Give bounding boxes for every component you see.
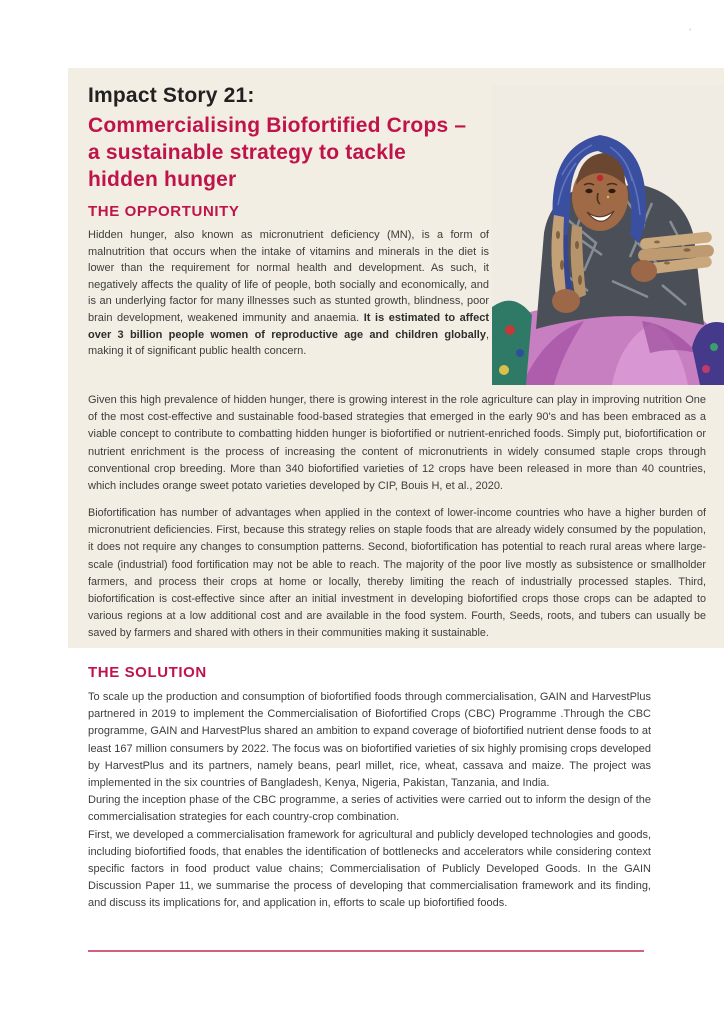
page-title-line-1: Commercialising Biofortified Crops –	[88, 114, 467, 137]
advantages-paragraph: Biofortification has number of advantages when applied in the context of lower-income countries who have a higher burden of micronutrient deficiencies. First, because this strategy relies on staple foods that are already widely consumed by the population, it does not require any changes to consumption patterns. Second, biofortification has potential to reach rural areas where large-scale (industrial) food fortification may not be able to reach. The majority of the poor live mostly as subsistence or smallholder farmers, and process their crops at home or locally, thereby limiting the reach of industrially processed staples. Third, biofortification is cost-effective since after an initial investment in developing biofortified crops those crops can be adapted to various regions at a low additional cost and are available in the food system. Fourth, Seeds, roots, and tubers can usually be saved by farmers and shared with others in their communities making it sustainable.	[88, 507, 706, 640]
opportunity-text-normal: Hidden hunger, also known as micronutrient deficiency (MN), is a form of malnutrition that occurs when the intake of vitamins and minerals in the diet is lower than the requirement for normal health and development. As such, it negatively affects the quality of life of people, both socially and economically, and is an underlying factor for many illnesses such as stunted growth, blindness, poor brain development, weakened immunity and anaemia.	[88, 229, 489, 324]
opportunity-paragraph	[88, 227, 489, 360]
page-title-line-3: hidden hunger	[88, 168, 237, 191]
prevalence-paragraph: Given this high prevalence of hidden hunger, there is growing interest in the role agriculture can play in improving nutrition One of the most cost-effective and sustainable food-based strategies that emerged in the early 90's and has been embraced as a viable concept to contribute to combatting hidden hunger is biofortified or nutrient-enriched foods. Simply put, biofortification or nutrient enrichment is the process of increasing the content of micronutrients in widely consumed staple crops through conventional crop breeding. More than 340 biofortified varieties of 12 crops have been released in more than 40 countries, which includes orange sweet potato varieties developed by CIP, Bouis H, et al., 2020.	[88, 394, 706, 493]
solution-paragraph-1: To scale up the production and consumption of biofortified foods through commercialisation, GAIN and HarvestPlus partnered in 2019 to implement the Commercialisation of Biofortified Crops (CBC) Programme .Through the CBC programme, GAIN and HarvestPlus shared an ambition to expand coverage of biofortified nutrient dense foods to at least 167 million consumers by 2022. The focus was on biofortified varieties of six highly promising crops developed by HarvestPlus and its partners, namely beans, pearl millet, rice, wheat, cassava and maize. The project was implemented in the six countries of Bangladesh, Kenya, Nigeria, Pakistan, Tanzania, and India.	[88, 691, 651, 790]
woman-with-root-crops-photo	[492, 85, 724, 385]
solution-section-heading: THE SOLUTION	[88, 664, 207, 681]
footer-divider-line	[88, 950, 644, 952]
page-title	[88, 112, 466, 193]
patterned-fabric-left	[492, 301, 532, 385]
solution-paragraph-3: First, we developed a commercialisation framework for agricultural and publicly developed technologies and goods, including biofortified foods, that enables the identification of bottlenecks and accelerators while considering context specific factors in food product value chains; Commercialisation of Publicly Developed Goods. In the GAIN Discussion Paper 11, we summarise the process of developing that commercialisation framework and its finding, and discuss its implications for, and application in, efforts to scale up biofortified foods.	[88, 828, 651, 910]
page-title-kicker: Impact Story 21:	[88, 84, 255, 107]
solution-paragraph-2: During the inception phase of the CBC programme, a series of activities were carried out to inform the design of the commercialisation strategies for each country-crop combination.	[88, 794, 651, 824]
opportunity-section-heading: THE OPPORTUNITY	[88, 203, 240, 220]
opportunity-text-bold-statistic: It is estimated to affect over 3 billion people women of reproductive age and children globally	[88, 311, 489, 341]
photo-illustration	[492, 85, 724, 385]
bindi	[597, 175, 603, 181]
opportunity-text-tail: , making it of significant public health concern.	[88, 328, 489, 358]
stray-quote-mark: '	[689, 27, 692, 39]
page-title-line-2: a sustainable strategy to tackle	[88, 141, 407, 164]
solution-body	[88, 689, 651, 913]
